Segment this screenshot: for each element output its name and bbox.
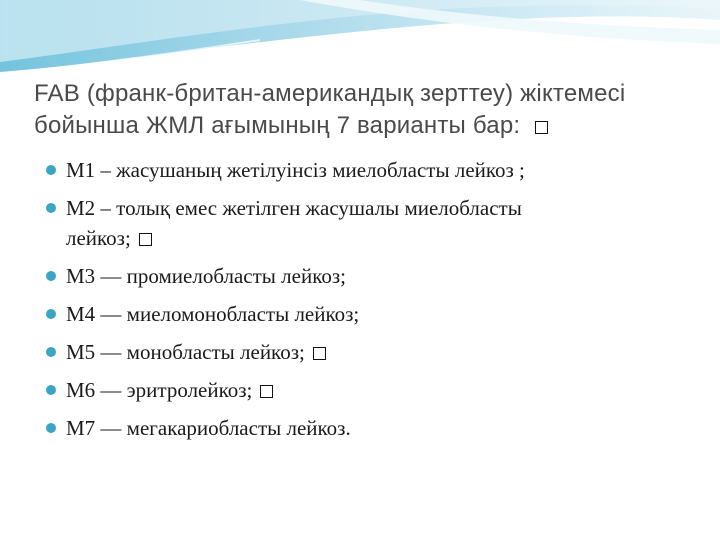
item-text-row <box>66 375 684 405</box>
title-line-1: FAB (франк-британ-американдық зерттеу) жіктемесі <box>34 80 626 107</box>
list-item <box>44 193 684 253</box>
bullet-icon <box>46 385 56 395</box>
empty-square-icon <box>313 347 326 360</box>
list-item <box>44 261 684 291</box>
item-text: М7 — мегакариобласты лейкоз. <box>66 416 351 440</box>
item-text: М5 — монобласты лейкоз; <box>66 340 305 364</box>
item-text: М1 – жасушаның жетілуінсіз миелобласты лейкоз ; <box>66 158 525 182</box>
bullet-icon <box>46 347 56 357</box>
empty-square-icon <box>260 385 273 398</box>
bullet-icon <box>46 423 56 433</box>
item-text-row <box>66 337 684 367</box>
header-swoosh-decoration <box>0 0 720 90</box>
slide-title <box>34 78 694 142</box>
list-item <box>44 155 684 185</box>
list-item <box>44 299 684 329</box>
item-text-continued-label: лейкоз; <box>66 226 131 250</box>
title-line-2 <box>34 110 694 142</box>
item-text: М2 – толық емес жетілген жасушалы миелобласты <box>66 196 522 220</box>
empty-square-icon <box>139 233 152 246</box>
item-text: М3 — промиелобласты лейкоз; <box>66 264 346 288</box>
list-item <box>44 337 684 367</box>
item-text: М4 — миеломонобласты лейкоз; <box>66 302 360 326</box>
list-item <box>44 375 684 405</box>
bullet-icon <box>46 271 56 281</box>
list-item <box>44 413 684 443</box>
item-text-continued <box>66 223 684 253</box>
variant-list <box>44 155 684 451</box>
bullet-icon <box>46 203 56 213</box>
empty-square-icon <box>535 121 548 134</box>
item-text: М6 — эритролейкоз; <box>66 378 253 402</box>
title-line-2-text: бойынша ЖМЛ ағымының 7 варианты бар: <box>34 112 528 139</box>
bullet-icon <box>46 309 56 319</box>
bullet-icon <box>46 165 56 175</box>
